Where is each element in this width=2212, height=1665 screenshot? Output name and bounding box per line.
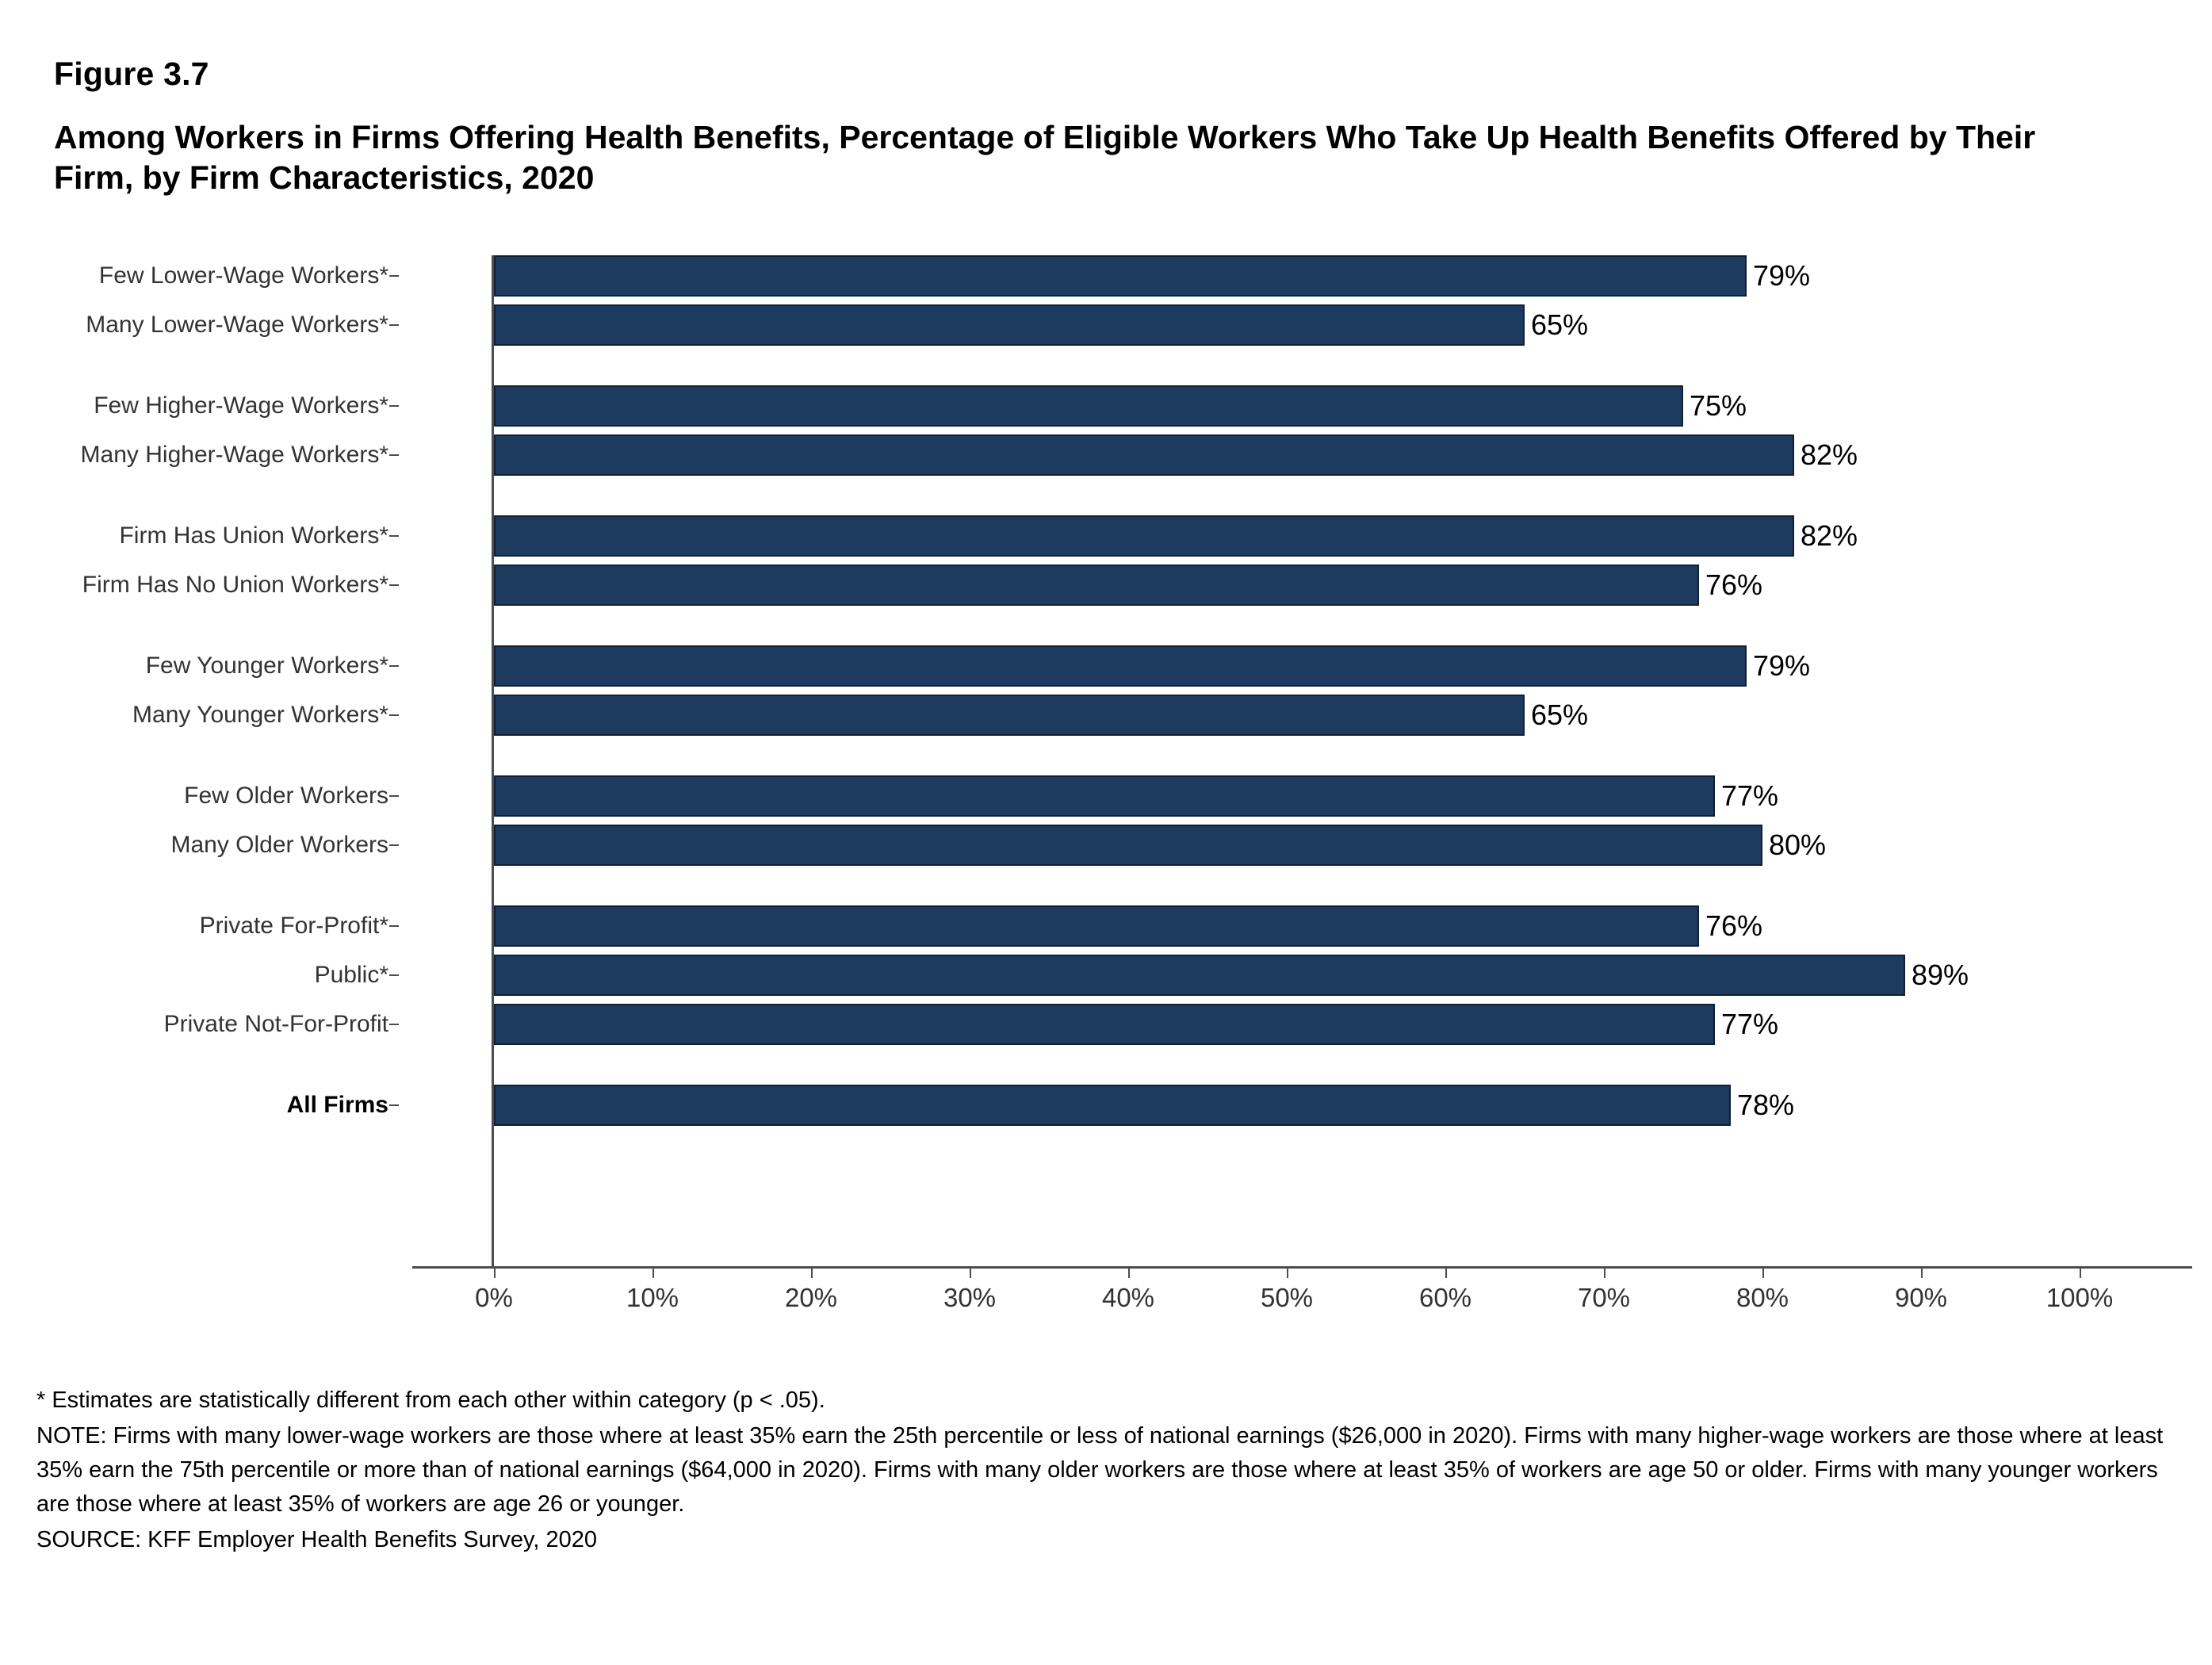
- footnotes: [36, 1384, 2177, 1559]
- y-axis-tick-mark: [389, 454, 399, 456]
- y-axis-label: Firm Has No Union Workers*: [82, 572, 388, 598]
- bar: [494, 304, 1525, 346]
- y-axis-label: Many Older Workers: [170, 832, 388, 858]
- x-axis-tick-label: 30%: [943, 1283, 997, 1312]
- bar-item: [494, 775, 2080, 817]
- bar-item: [494, 955, 2080, 996]
- y-axis-tick-mark: [389, 974, 399, 976]
- bar-item: [494, 434, 2080, 476]
- y-axis-label: Few Higher-Wage Workers*: [94, 392, 388, 419]
- bar-value-label: 79%: [1753, 259, 1811, 292]
- x-axis-tick-label: 70%: [1577, 1283, 1631, 1312]
- bar-item: [494, 645, 2080, 687]
- x-axis-tick-mark: [2080, 1269, 2081, 1278]
- bar: [494, 255, 1747, 297]
- y-axis-tick-mark: [389, 405, 399, 407]
- figure-number: Figure 3.7: [54, 56, 209, 92]
- bar-value-label: 65%: [1531, 699, 1589, 731]
- x-axis-tick-label: 50%: [1260, 1283, 1314, 1312]
- chart-plot-area: [0, 255, 2212, 1310]
- x-axis-tick-label: 90%: [1894, 1283, 1948, 1312]
- bar-value-label: 89%: [1912, 959, 1969, 991]
- bar-value-label: 79%: [1753, 649, 1811, 682]
- y-axis-tick-mark: [389, 1104, 399, 1106]
- y-axis-tick-mark: [389, 844, 399, 846]
- y-axis-label: Private Not-For-Profit: [163, 1011, 388, 1037]
- y-axis-label: Few Younger Workers*: [145, 653, 388, 679]
- x-axis-tick-mark: [1921, 1269, 1923, 1278]
- bar-item: [494, 304, 2080, 346]
- x-axis-tick-label: 20%: [784, 1283, 838, 1312]
- bar-item: [494, 515, 2080, 557]
- x-axis-tick-mark: [1128, 1269, 1130, 1278]
- x-axis-tick-mark: [653, 1269, 654, 1278]
- y-axis-label: Private For-Profit*: [199, 913, 388, 939]
- y-axis-label: Public*: [314, 962, 388, 988]
- bar: [494, 1085, 1731, 1126]
- bar-value-label: 76%: [1705, 909, 1763, 942]
- x-axis-tick-mark: [1445, 1269, 1447, 1278]
- x-axis-tick-mark: [1287, 1269, 1288, 1278]
- bar: [494, 905, 1699, 947]
- y-axis-tick-mark: [389, 925, 399, 927]
- x-axis-tick-label: 80%: [1736, 1283, 1789, 1312]
- y-axis-tick-mark: [389, 275, 399, 277]
- y-axis-label: Many Higher-Wage Workers*: [80, 442, 388, 468]
- y-axis-label: All Firms: [286, 1092, 388, 1118]
- y-axis-tick-mark: [389, 665, 399, 667]
- bar-item: [494, 1004, 2080, 1045]
- x-axis-tick-label: 40%: [1101, 1283, 1155, 1312]
- bar-value-label: 77%: [1721, 779, 1779, 812]
- y-axis-tick-mark: [389, 714, 399, 716]
- bar: [494, 695, 1525, 736]
- x-axis-tick-mark: [1762, 1269, 1764, 1278]
- bar: [494, 434, 1794, 476]
- y-axis-tick-mark: [389, 535, 399, 537]
- x-axis-ticks: [475, 1269, 2114, 1324]
- y-axis-tick-mark: [389, 795, 399, 797]
- bar-item: [494, 385, 2080, 427]
- x-axis-tick-label: 100%: [2046, 1283, 2114, 1312]
- bar-item: [494, 565, 2080, 606]
- y-axis-label: Many Lower-Wage Workers*: [86, 312, 388, 338]
- bar-value-label: 76%: [1705, 568, 1763, 601]
- x-axis-tick-label: 60%: [1418, 1283, 1472, 1312]
- bar-item: [494, 905, 2080, 947]
- y-axis-tick-mark: [389, 324, 399, 326]
- bar-item: [494, 1085, 2080, 1126]
- y-axis-tick-mark: [389, 584, 399, 586]
- bar: [494, 775, 1715, 817]
- y-axis-label: Many Younger Workers*: [132, 702, 388, 728]
- y-axis-tick-mark: [389, 1024, 399, 1025]
- y-axis-label: Few Older Workers: [184, 783, 388, 809]
- footnote-note: NOTE: Firms with many lower-wage workers are those where at least 35% earn the 25th percentile or less of national earnings ($26,000 in 2020). Firms with many higher-wage workers are those where at least 35% earn the 75th percentile or more than of national earnings ($64,000 in 2020). Firms with many older workers are those where at least 35% of workers are age 50 or older. Firms with many younger workers are those where at least 35% of workers are age 26 or younger.: [36, 1422, 2164, 1517]
- bar-item: [494, 255, 2080, 297]
- bar-item: [494, 695, 2080, 736]
- x-axis-tick-mark: [1604, 1269, 1605, 1278]
- footnote-significance: * Estimates are statistically different from each other within category (p < .05).: [36, 1388, 825, 1413]
- chart-title: Among Workers in Firms Offering Health Benefits, Percentage of Eligible Workers Who Take Up Health Benefits Offered by Their Firm, by Firm Characteristics, 2020: [54, 119, 2036, 197]
- bar-value-label: 78%: [1737, 1089, 1795, 1121]
- bar: [494, 645, 1747, 687]
- x-axis-tick-mark: [970, 1269, 971, 1278]
- y-axis-label: Few Lower-Wage Workers*: [98, 262, 388, 289]
- bar-value-label: 77%: [1721, 1008, 1779, 1040]
- bar-value-label: 82%: [1801, 519, 1858, 552]
- bar: [494, 825, 1762, 866]
- bar-value-label: 82%: [1801, 438, 1858, 471]
- bar: [494, 955, 1905, 996]
- bar: [494, 1004, 1715, 1045]
- bar-value-label: 80%: [1769, 829, 1827, 861]
- x-axis-tick-label: 10%: [626, 1283, 679, 1312]
- bar: [494, 515, 1794, 557]
- y-axis-label: Firm Has Union Workers*: [119, 522, 388, 549]
- bar-series: [494, 255, 2080, 1266]
- bar-value-label: 65%: [1531, 308, 1589, 341]
- footnote-source: SOURCE: KFF Employer Health Benefits Survey, 2020: [36, 1526, 598, 1552]
- x-axis-tick-mark: [811, 1269, 813, 1278]
- bar: [494, 565, 1699, 606]
- y-axis-category-labels: [0, 255, 412, 1266]
- bar-value-label: 75%: [1690, 389, 1747, 422]
- x-axis-tick-mark: [494, 1269, 496, 1278]
- x-axis-tick-label: 0%: [475, 1283, 513, 1312]
- bar-item: [494, 825, 2080, 866]
- bar: [494, 385, 1683, 427]
